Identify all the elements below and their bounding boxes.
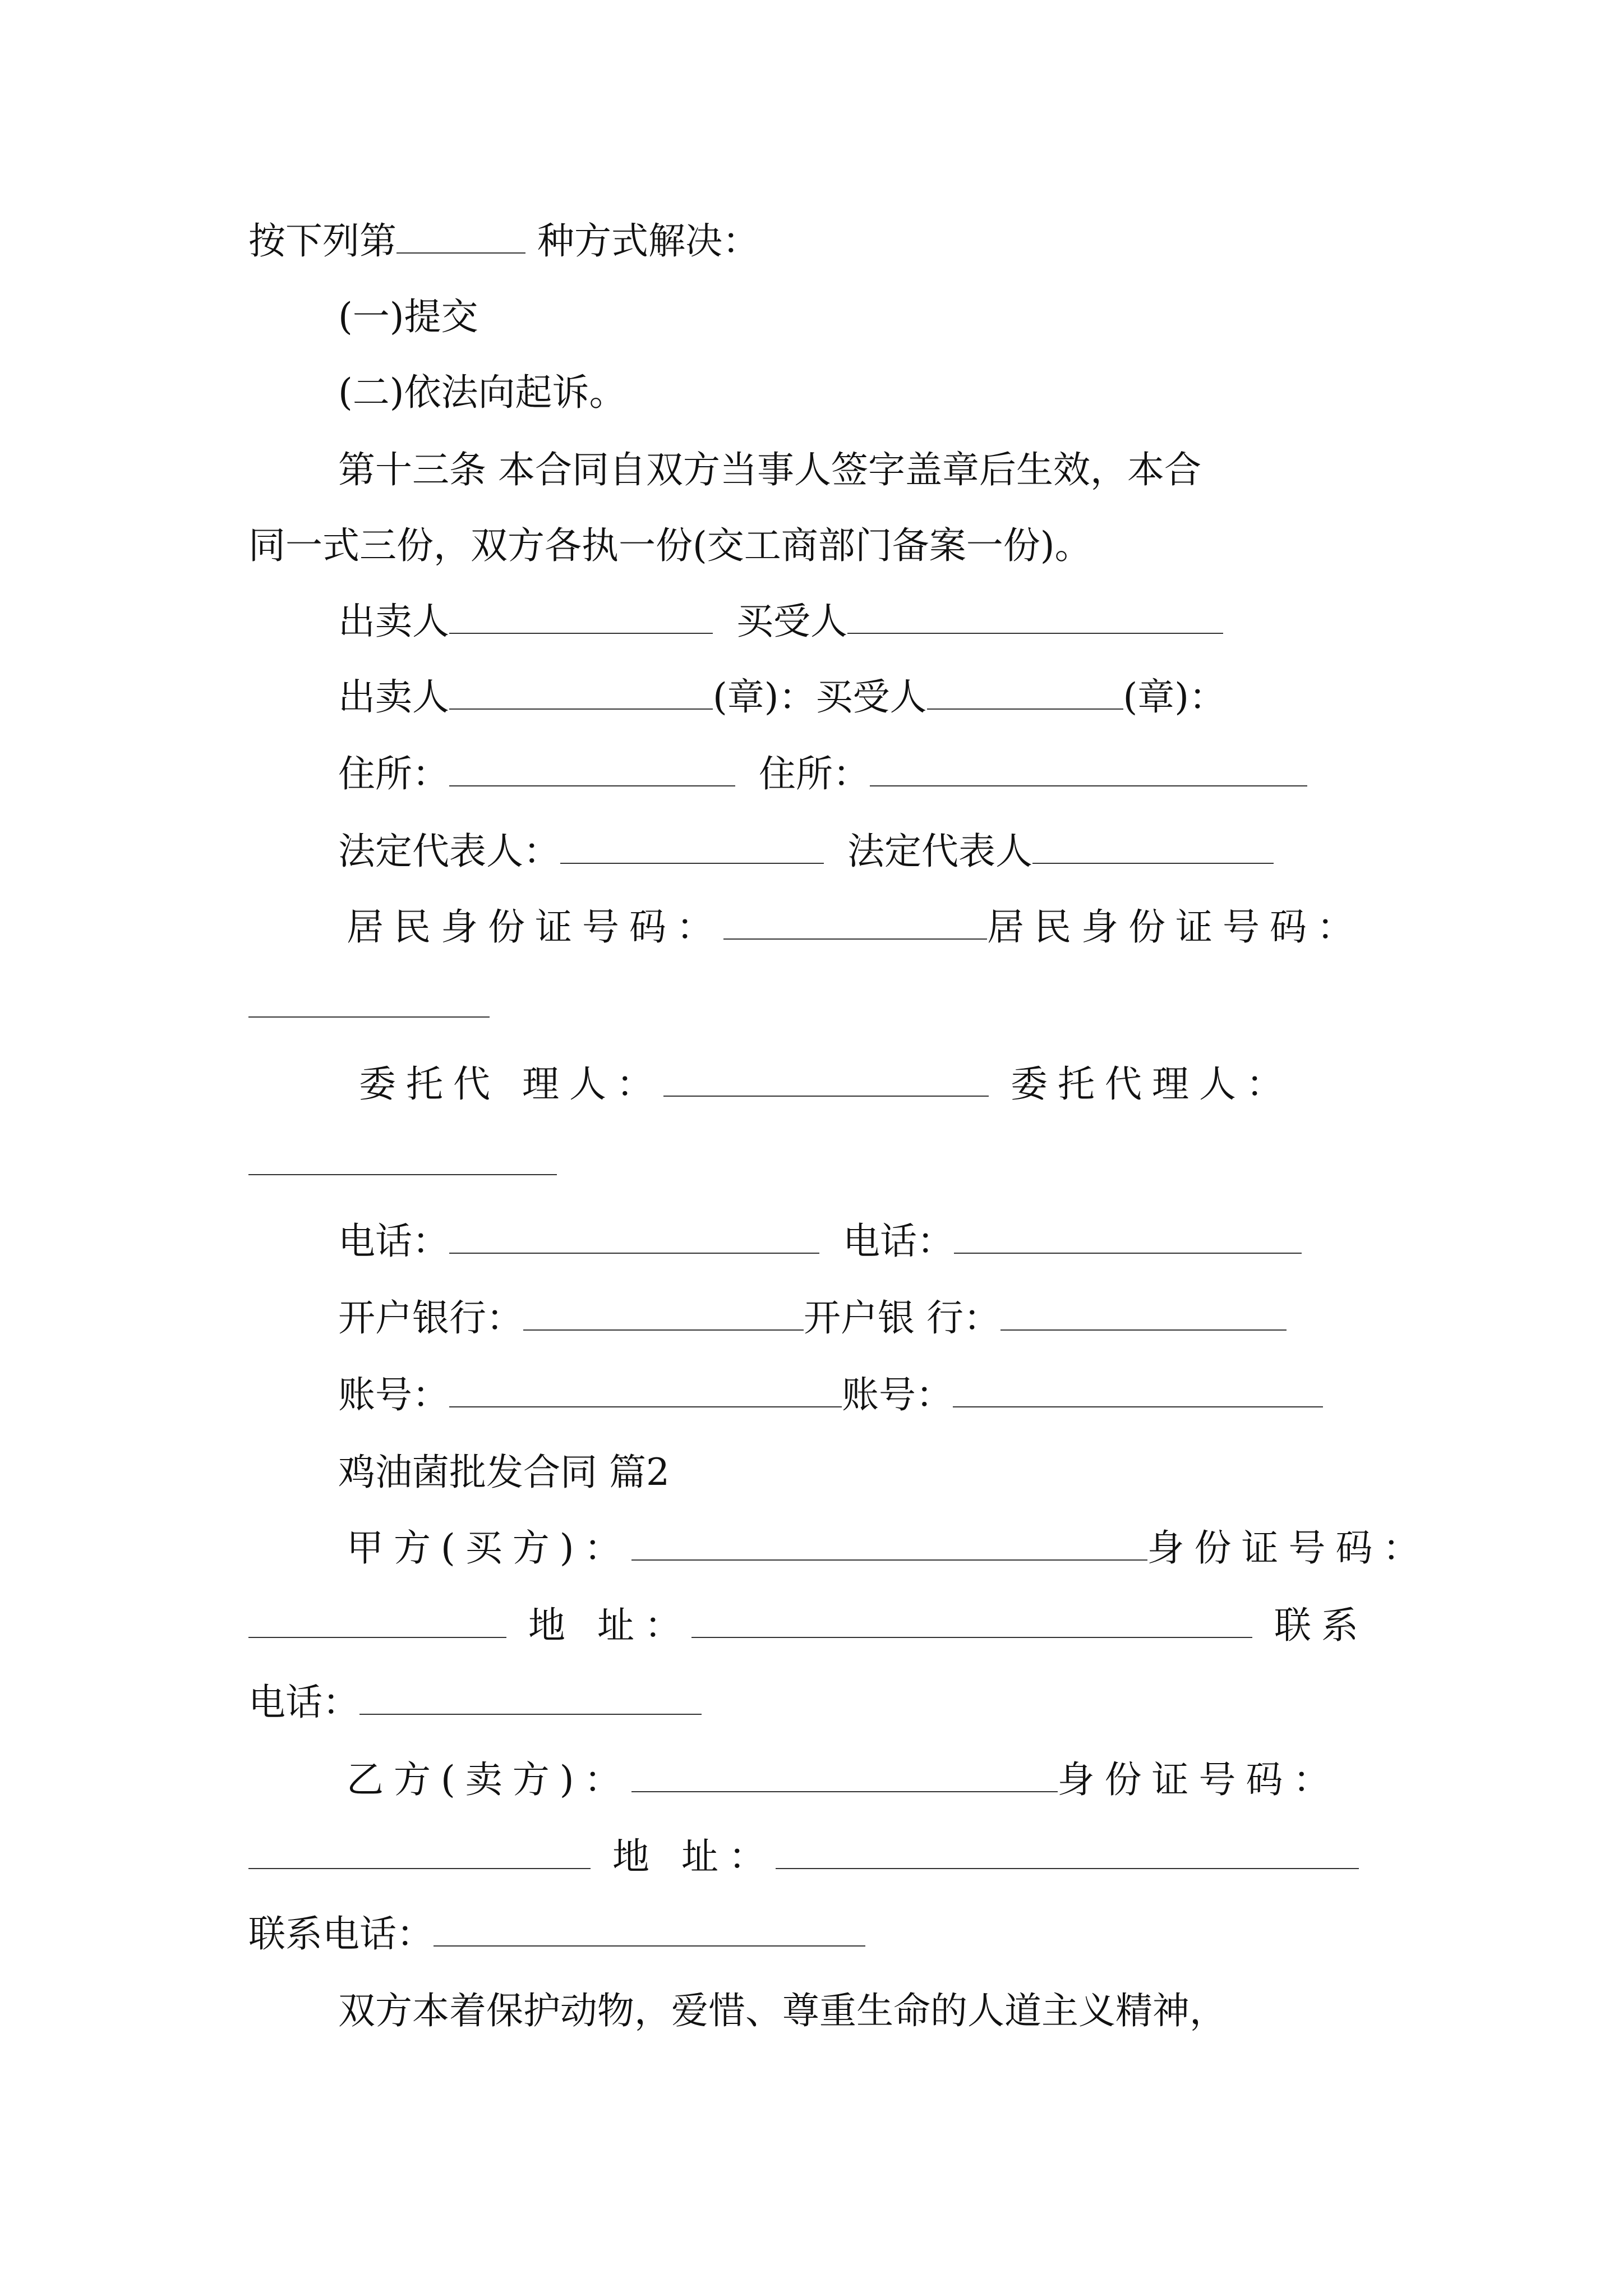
text-segment: 电话：: [338, 1220, 449, 1263]
text-segment: 第十三条 本合同自双方当事人签字盖章后生效，本合: [338, 448, 1201, 491]
text-segment: 住所：: [338, 752, 449, 795]
blank-field: [449, 753, 735, 786]
blank-field: [927, 676, 1123, 710]
blank-field: [248, 1835, 591, 1869]
line-party-b-address: [248, 1834, 1359, 1879]
line-bank: [338, 1296, 1287, 1341]
blank-field: [663, 1063, 989, 1097]
line-option-2: [338, 370, 626, 415]
line-party-b-phone: [248, 1912, 865, 1957]
line-id-number: [347, 905, 1364, 950]
blank-field: [449, 1220, 819, 1254]
blank-field: [1032, 830, 1274, 864]
text-segment: 甲方(买方)：: [347, 1526, 631, 1570]
line-preamble: [338, 1989, 1227, 2033]
text-segment: 联系: [1274, 1604, 1368, 1647]
blank-field: [691, 1604, 1252, 1638]
blank-field: [396, 220, 525, 254]
text-segment: 双方本着保护动物，爱惜、尊重生命的人道主义精神，: [338, 1989, 1227, 2032]
text-segment: 联系电话：: [248, 1912, 434, 1955]
blank-field: [248, 984, 490, 1018]
text-segment: 账号：: [338, 1373, 449, 1416]
text-segment: 电话：: [248, 1681, 359, 1724]
line-seller-buyer: [338, 599, 1223, 644]
line-seller-buyer-seal: [338, 675, 1226, 720]
text-segment: 委托代理人：: [1010, 1062, 1293, 1106]
text-segment: 乙方(卖方)：: [347, 1758, 631, 1801]
line-legal-rep: [338, 829, 1274, 874]
blank-field: [248, 1142, 557, 1175]
line-party-a-address: [248, 1603, 1368, 1648]
text-segment: 地 址：: [612, 1835, 776, 1878]
blank-field: [449, 1374, 842, 1407]
line-article-13-cont: [248, 523, 1092, 568]
blank-field: [248, 1604, 506, 1638]
blank-field: [776, 1835, 1359, 1869]
line-party-b: [347, 1757, 1340, 1802]
line-agent: [359, 1062, 1293, 1107]
blank-field: [449, 676, 713, 710]
blank-field: [953, 1374, 1323, 1407]
line-party-a: [347, 1526, 1430, 1571]
line-party-a-phone: [248, 1680, 702, 1725]
text-segment: 居民身份证号码：: [347, 905, 723, 949]
blank-field: [870, 753, 1307, 786]
blank-field: [954, 1220, 1302, 1254]
text-segment: 鸡油菌批发合同 篇2: [338, 1451, 670, 1494]
blank-field: [847, 600, 1223, 634]
text-segment: 法定代表人：: [338, 830, 560, 873]
text-segment: 账号：: [842, 1373, 953, 1416]
text-segment: (二)依法向起诉。: [338, 371, 626, 414]
blank-field: [560, 830, 824, 864]
text-segment: 身份证号码：: [1147, 1526, 1430, 1570]
blank-field: [723, 906, 987, 940]
blank-field: [449, 600, 713, 634]
section-heading: [338, 1450, 670, 1495]
line-account: [338, 1373, 1323, 1418]
text-segment: 居民身份证号码：: [987, 905, 1364, 949]
blank-field: [523, 1297, 804, 1331]
text-segment: 出卖人: [338, 600, 449, 643]
text-segment: 买受人: [736, 600, 847, 643]
line-phone: [338, 1219, 1302, 1264]
blank-field: [359, 1681, 702, 1715]
text-segment: 地 址：: [528, 1604, 691, 1647]
text-segment: 电话：: [842, 1220, 954, 1263]
line-id-number-cont: [248, 983, 490, 1028]
text-segment: (一)提交: [338, 295, 478, 338]
text-segment: 法定代表人: [847, 830, 1032, 873]
text-segment: 同一式三份，双方各执一份(交工商部门备案一份)。: [248, 524, 1092, 567]
line-dispute-resolution: [248, 219, 759, 264]
text-segment: (章)：: [1123, 675, 1226, 719]
text-segment: 出卖人: [338, 675, 449, 719]
text-segment: (章)：买受人: [713, 675, 927, 719]
text-segment: 开户银 行：: [804, 1296, 1000, 1340]
line-agent-cont: [248, 1140, 557, 1185]
text-segment: 开户银行：: [338, 1296, 523, 1340]
blank-field: [631, 1527, 1147, 1561]
line-option-1: [338, 295, 478, 339]
text-segment: 种方式解决：: [537, 219, 759, 263]
blank-field: [434, 1913, 865, 1947]
text-segment: 按下列第: [248, 219, 396, 263]
text-segment: 委托代 理人：: [359, 1062, 663, 1106]
text-segment: 身份证号码：: [1057, 1758, 1340, 1801]
blank-field: [631, 1759, 1058, 1792]
line-address: [338, 752, 1307, 797]
line-article-13: [338, 448, 1201, 493]
text-segment: 住所：: [758, 752, 870, 795]
blank-field: [1000, 1297, 1287, 1331]
